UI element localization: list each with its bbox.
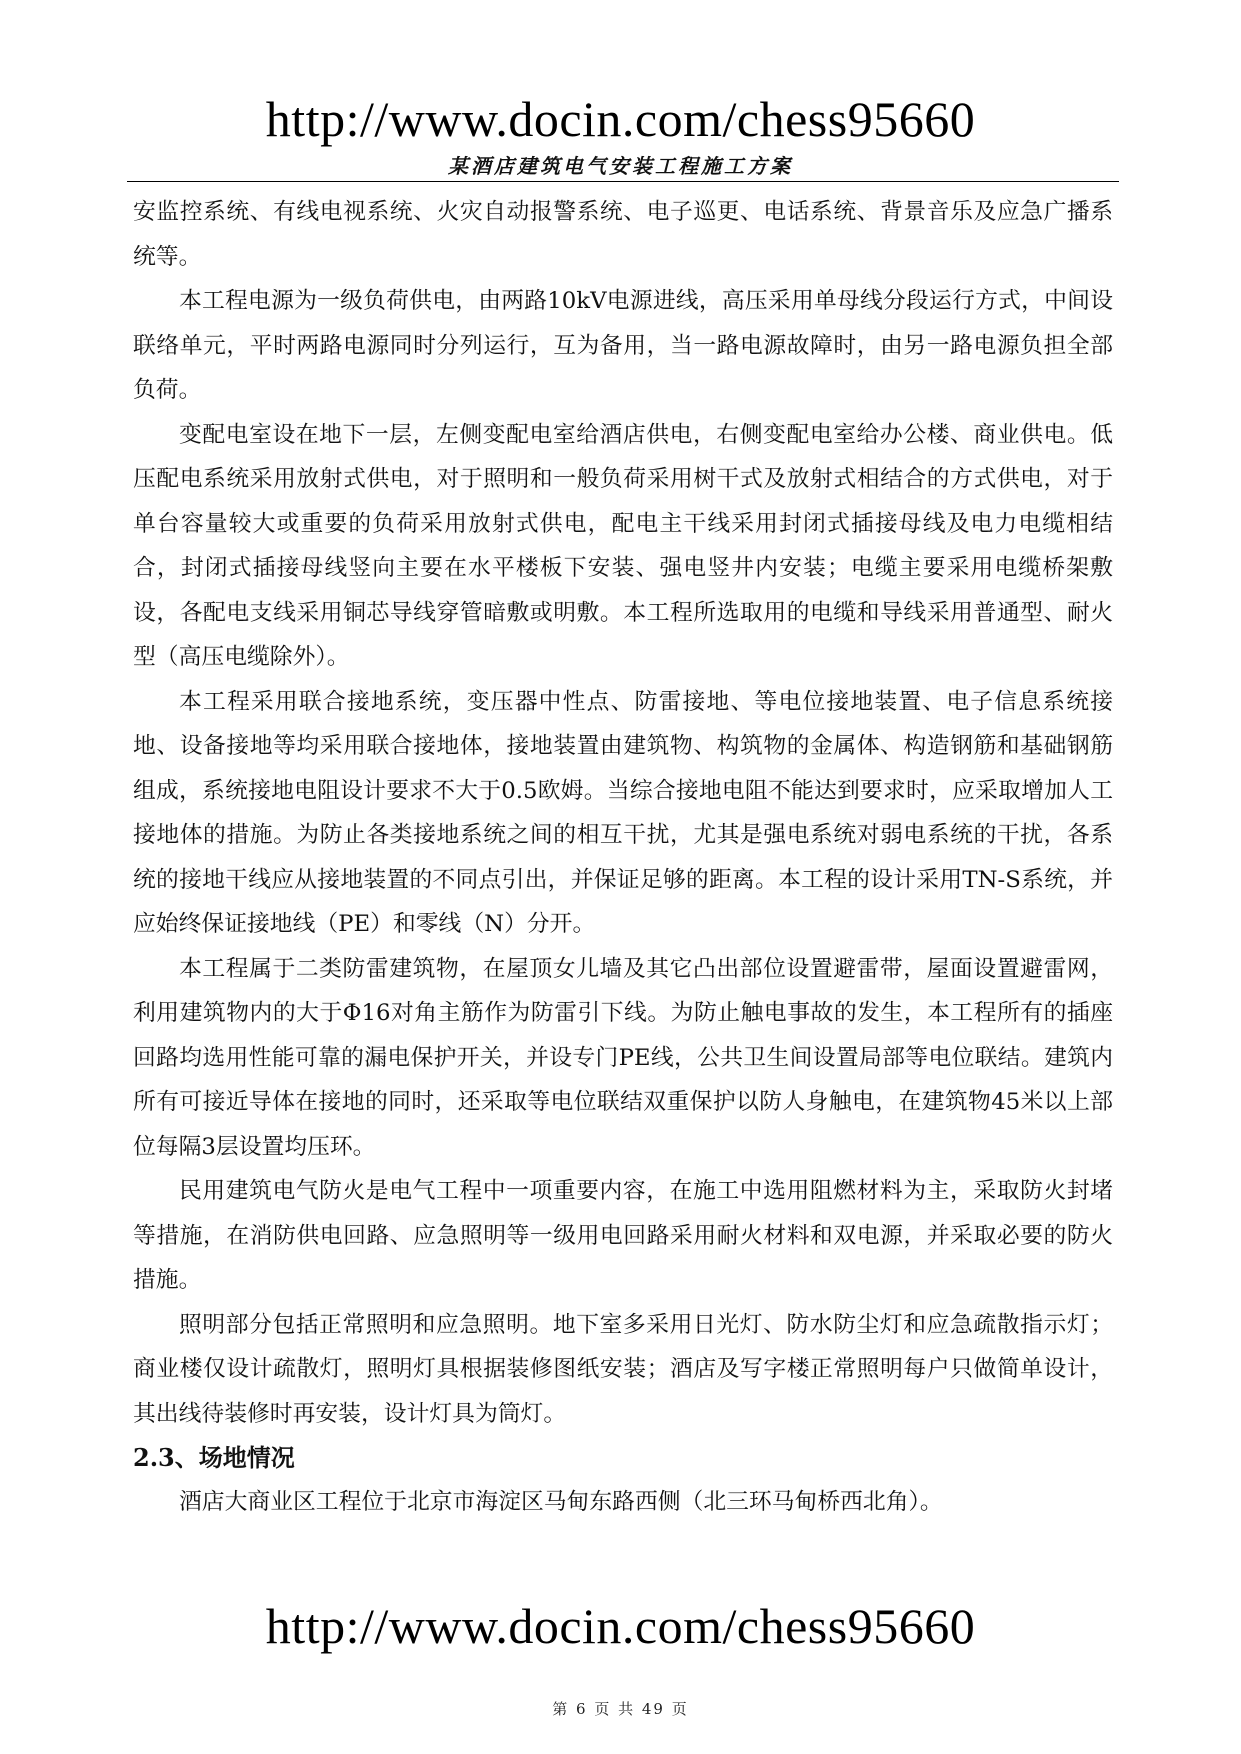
page-number: 第 6 页 共 49 页 <box>552 1700 689 1718</box>
paragraph: 照明部分包括正常照明和应急照明。地下室多采用日光灯、防水防尘灯和应急疏散指示灯；商业楼仅设计疏散灯，照明灯具根据装修图纸安装；酒店及写字楼正常照明每户只做简单设计，其出线待装修时再安装，设计灯具为筒灯。 <box>133 1311 1113 1427</box>
paragraph: 安监控系统、有线电视系统、火灾自动报警系统、电子巡更、电话系统、背景音乐及应急广播系统等。 <box>133 199 1113 270</box>
running-title: 某酒店建筑电气安装工程施工方案 <box>448 154 793 178</box>
paragraph: 本工程采用联合接地系统，变压器中性点、防雷接地、等电位接地装置、电子信息系统接地、设备接地等均采用联合接地体，接地装置由建筑物、构筑物的金属体、构造钢筋和基础钢筋组成，系统接地电阻设计要求不大于0.5欧姆。当综合接地电阻不能达到要求时，应采取增加人工接地体的措施。为防止各类接地系统之间的相互干扰，尤其是强电系统对弱电系统的干扰，各系统的接地干线应从接地装置的不同点引出，并保证足够的距离。本工程的设计采用TN-S系统，并应始终保证接地线（PE）和零线（N）分开。 <box>133 688 1113 937</box>
paragraph: 民用建筑电气防火是电气工程中一项重要内容，在施工中选用阻燃材料为主，采取防火封堵等措施，在消防供电回路、应急照明等一级用电回路采用耐火材料和双电源，并采取必要的防火措施。 <box>133 1178 1113 1293</box>
watermark-url-bottom: http://www.docin.com/chess95660 <box>265 1598 976 1654</box>
document-body <box>133 190 1113 1525</box>
paragraph: 酒店大商业区工程位于北京市海淀区马甸东路西侧（北三环马甸桥西北角）。 <box>179 1489 943 1515</box>
section-heading: 2.3、场地情况 <box>133 1443 295 1472</box>
watermark-url-top: http://www.docin.com/chess95660 <box>265 91 976 147</box>
paragraph: 变配电室设在地下一层，左侧变配电室给酒店供电，右侧变配电室给办公楼、商业供电。低压配电系统采用放射式供电，对于照明和一般负荷采用树干式及放射式相结合的方式供电，对于单台容量较大或重要的负荷采用放射式供电，配电主干线采用封闭式插接母线及电力电缆相结合，封闭式插接母线竖向主要在水平楼板下安装、强电竖井内安装；电缆主要采用电缆桥架敷设，各配电支线采用铜芯导线穿管暗敷或明敷。本工程所选取用的电缆和导线采用普通型、耐火型（高压电缆除外）。 <box>133 421 1113 670</box>
paragraph: 本工程属于二类防雷建筑物，在屋顶女儿墙及其它凸出部位设置避雷带，屋面设置避雷网，利用建筑物内的大于Φ16对角主筋作为防雷引下线。为防止触电事故的发生，本工程所有的插座回路均选用性能可靠的漏电保护开关，并设专门PE线，公共卫生间设置局部等电位联结。建筑内所有可接近导体在接地的同时，还采取等电位联结双重保护以防人身触电，在建筑物45米以上部位每隔3层设置均压环。 <box>133 955 1113 1160</box>
header-rule <box>127 181 1119 182</box>
paragraph: 本工程电源为一级负荷供电，由两路10kV电源进线，高压采用单母线分段运行方式，中间设联络单元，平时两路电源同时分列运行，互为备用，当一路电源故障时，由另一路电源负担全部负荷。 <box>133 288 1113 403</box>
